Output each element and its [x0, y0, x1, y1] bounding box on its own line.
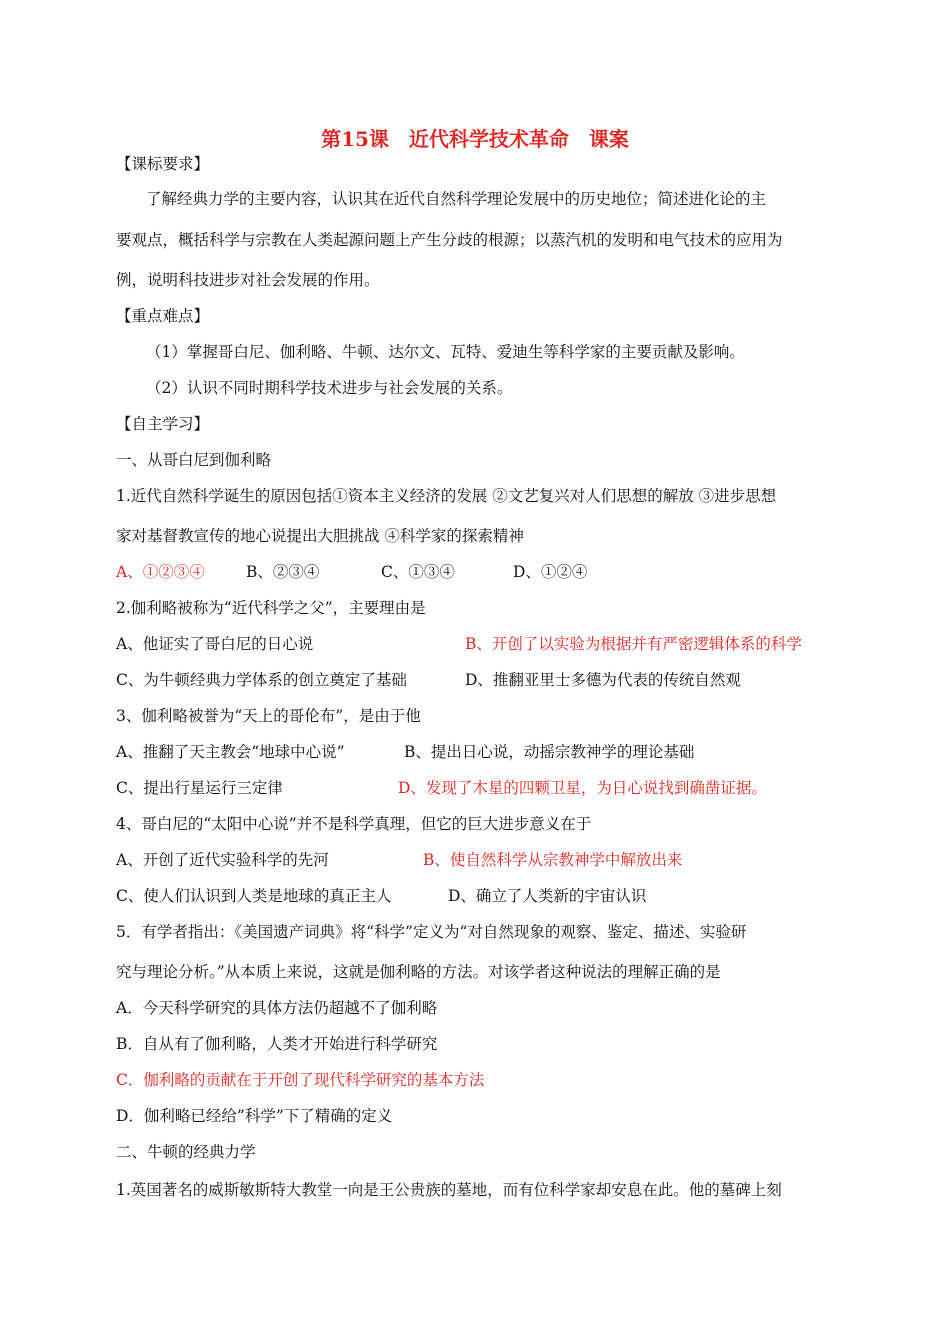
q2-option-d: D、推翻亚里士多德为代表的传统自然观 — [465, 671, 741, 689]
q1-stem-line-1: 1.近代自然科学诞生的原因包括①资本主义经济的发展 ②文艺复兴对人们思想的解放 ③进步思想 — [116, 487, 777, 505]
q1-option-a: A、①②③④ — [116, 563, 205, 581]
q4-option-c: C、使人们认识到人类是地球的真正主人 — [116, 887, 392, 905]
q1-stem-line-2: 家对基督教宣传的地心说提出大胆挑战 ④科学家的探索精神 — [116, 527, 524, 545]
q4-stem: 4、哥白尼的“太阳中心说”并不是科学真理，但它的巨大进步意义在于 — [116, 815, 592, 833]
kebiao-line-2: 要观点，概括科学与宗教在人类起源问题上产生分歧的根源；以蒸汽机的发明和电气技术的应用为 — [116, 231, 783, 249]
q2-stem: 2.伽利略被称为“近代科学之父”，主要理由是 — [116, 599, 426, 617]
section-heading-zizhu: 【自主学习】 — [116, 415, 210, 433]
q6-stem-line-1: 1.英国著名的威斯敏斯特大教堂一向是王公贵族的墓地，而有位科学家却安息在此。他的墓碑上刻 — [116, 1181, 782, 1199]
q4-option-b: B、使自然科学从宗教神学中解放出来 — [423, 851, 683, 869]
part-heading-2: 二、牛顿的经典力学 — [116, 1143, 256, 1161]
q3-option-a: A、推翻了天主教会“地球中心说” — [116, 743, 345, 761]
q3-option-d: D、发现了木星的四颗卫星，为日心说找到确凿证据。 — [398, 779, 767, 797]
kebiao-line-3: 例，说明科技进步对社会发展的作用。 — [116, 271, 380, 289]
q5-stem-line-1: 5．有学者指出：《美国遗产词典》将“科学”定义为“对自然现象的观察、鉴定、描述、实验研 — [116, 923, 747, 941]
q5-option-c: C．伽利略的贡献在于开创了现代科学研究的基本方法 — [116, 1071, 485, 1089]
q1-option-b: B、②③④ — [246, 563, 320, 581]
page-title: 第15课 近代科学技术革命 课案 — [321, 127, 629, 151]
q5-option-d: D．伽利略已经给”科学”下了精确的定义 — [116, 1107, 393, 1125]
q4-option-a: A、开创了近代实验科学的先河 — [116, 851, 329, 869]
q2-option-b: B、开创了以实验为根据并有严密逻辑体系的科学 — [465, 635, 802, 653]
q2-option-a: A、他证实了哥白尼的日心说 — [116, 635, 314, 653]
zhongdian-item-2: （2）认识不同时期科学技术进步与社会发展的关系。 — [146, 379, 513, 397]
q2-option-c: C、为牛顿经典力学体系的创立奠定了基础 — [116, 671, 407, 689]
section-heading-kebiao: 【课标要求】 — [116, 155, 210, 173]
q5-option-a: A．今天科学研究的具体方法仍超越不了伽利略 — [116, 999, 438, 1017]
q5-option-b: B．自从有了伽利略，人类才开始进行科学研究 — [116, 1035, 438, 1053]
part-heading-1: 一、从哥白尼到伽利略 — [116, 451, 272, 469]
q3-stem: 3、伽利略被誉为“天上的哥伦布”，是由于他 — [116, 707, 421, 725]
section-heading-zhongdian: 【重点难点】 — [116, 307, 210, 325]
q3-option-b: B、提出日心说，动摇宗教神学的理论基础 — [404, 743, 695, 761]
zhongdian-item-1: （1）掌握哥白尼、伽利略、牛顿、达尔文、瓦特、爱迪生等科学家的主要贡献及影响。 — [146, 343, 745, 361]
q1-option-d: D、①②④ — [513, 563, 588, 581]
q3-option-c: C、提出行星运行三定律 — [116, 779, 283, 797]
kebiao-line-1: 了解经典力学的主要内容，认识其在近代自然科学理论发展中的历史地位；简述进化论的主 — [146, 190, 767, 208]
q1-option-c: C、①③④ — [381, 563, 455, 581]
q4-option-d: D、确立了人类新的宇宙认识 — [448, 887, 647, 905]
q5-stem-line-2: 究与理论分析。”从本质上来说，这就是伽利略的方法。对该学者这种说法的理解正确的是 — [116, 963, 721, 981]
